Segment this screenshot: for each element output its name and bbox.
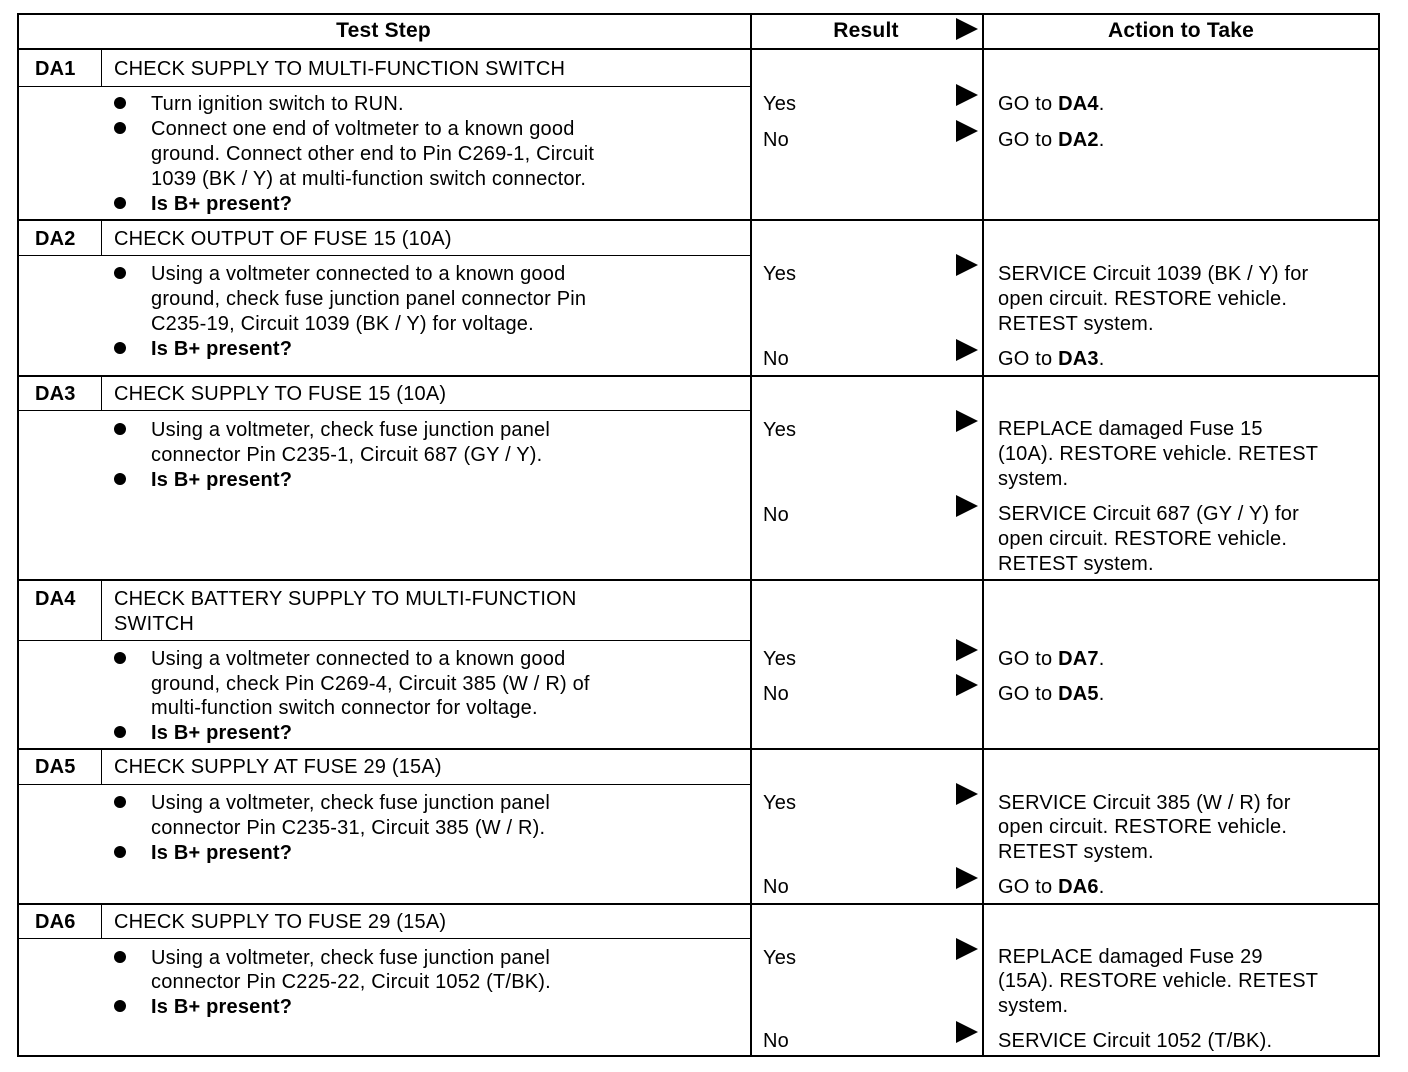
step-title: CHECK BATTERY SUPPLY TO MULTI-FUNCTION <box>114 588 577 610</box>
bullet-text: Using a voltmeter, check fuse junction panel <box>151 947 551 969</box>
action-step-ref: DA4 <box>1058 93 1099 115</box>
result-arrow-icon <box>956 410 978 432</box>
id-divider <box>101 375 102 410</box>
bullet-text: Is B+ present? <box>151 338 293 360</box>
step-title: CHECK SUPPLY AT FUSE 29 (15A) <box>114 756 442 778</box>
bullet-icon <box>114 342 126 354</box>
action-step-ref: DA7 <box>1058 648 1099 670</box>
action-step-ref: DA3 <box>1058 348 1099 370</box>
bullet-text: connector Pin C235-1, Circuit 687 (GY / Y). <box>151 444 543 466</box>
result-label: No <box>763 504 789 526</box>
action-suffix: . <box>1098 348 1105 370</box>
bullet-icon <box>114 1000 126 1012</box>
result-label: No <box>763 129 789 151</box>
title-divider <box>17 410 750 411</box>
bullet-text: ground, check Pin C269-4, Circuit 385 (W / R) of <box>151 673 590 695</box>
action-text: open circuit. RESTORE vehicle. <box>998 528 1288 550</box>
action-prefix: GO to <box>998 876 1059 898</box>
bullet-text: Using a voltmeter connected to a known good <box>151 263 566 285</box>
action-text: SERVICE Circuit 1039 (BK / Y) for <box>998 263 1309 285</box>
action-text <box>998 875 1105 900</box>
title-divider <box>17 938 750 939</box>
bullet-text: Is B+ present? <box>151 842 293 864</box>
action-prefix: GO to <box>998 129 1059 151</box>
bullet-text: ground. Connect other end to Pin C269-1, Circuit <box>151 143 595 165</box>
bullet-icon <box>114 846 126 858</box>
bullet-text: Is B+ present? <box>151 469 293 491</box>
title-divider <box>17 255 750 256</box>
step-title: SWITCH <box>114 613 195 635</box>
bullet-icon <box>114 796 126 808</box>
bullet-text: C235-19, Circuit 1039 (BK / Y) for voltage. <box>151 313 534 335</box>
header-result: Result <box>833 19 899 42</box>
result-arrow-icon <box>956 495 978 517</box>
result-arrow-icon <box>956 120 978 142</box>
title-divider <box>17 86 750 87</box>
action-text: RETEST system. <box>998 841 1154 863</box>
bullet-text: Connect one end of voltmeter to a known good <box>151 118 575 140</box>
result-arrow-icon <box>956 1021 978 1043</box>
bullet-text: connector Pin C235-31, Circuit 385 (W / R). <box>151 817 546 839</box>
action-text: SERVICE Circuit 1052 (T/BK). <box>998 1030 1273 1052</box>
action-step-ref: DA2 <box>1058 129 1099 151</box>
action-suffix: . <box>1098 876 1105 898</box>
step-title: CHECK SUPPLY TO FUSE 15 (10A) <box>114 383 447 405</box>
action-text: RETEST system. <box>998 553 1154 575</box>
bullet-text: 1039 (BK / Y) at multi-function switch connector. <box>151 168 587 190</box>
row-divider <box>17 579 1380 581</box>
result-label: Yes <box>763 947 797 969</box>
id-divider <box>101 579 102 640</box>
bullet-icon <box>114 652 126 664</box>
action-suffix: . <box>1098 683 1105 705</box>
action-text: open circuit. RESTORE vehicle. <box>998 816 1288 838</box>
bullet-text: Is B+ present? <box>151 996 293 1018</box>
action-text: open circuit. RESTORE vehicle. <box>998 288 1288 310</box>
result-arrow-icon <box>956 339 978 361</box>
result-label: Yes <box>763 263 797 285</box>
bullet-text: Is B+ present? <box>151 193 293 215</box>
bullet-text: Is B+ present? <box>151 722 293 744</box>
bullet-text: ground, check fuse junction panel connector Pin <box>151 288 587 310</box>
action-text <box>998 347 1105 372</box>
action-step-ref: DA6 <box>1058 876 1099 898</box>
title-divider <box>17 784 750 785</box>
bullet-icon <box>114 951 126 963</box>
result-arrow-icon <box>956 674 978 696</box>
header-divider <box>17 48 1380 50</box>
result-label: Yes <box>763 419 797 441</box>
step-title: CHECK SUPPLY TO FUSE 29 (15A) <box>114 911 447 933</box>
bullet-text: Using a voltmeter, check fuse junction panel <box>151 419 551 441</box>
action-text: REPLACE damaged Fuse 15 <box>998 418 1263 440</box>
bullet-icon <box>114 97 126 109</box>
action-prefix: GO to <box>998 93 1059 115</box>
bullet-text: Using a voltmeter connected to a known good <box>151 648 566 670</box>
title-divider <box>17 640 750 641</box>
bullet-text: Turn ignition switch to RUN. <box>151 93 404 115</box>
divider-result <box>750 13 752 1057</box>
row-divider <box>17 903 1380 905</box>
id-divider <box>101 903 102 938</box>
action-text: SERVICE Circuit 687 (GY / Y) for <box>998 503 1299 525</box>
action-text: REPLACE damaged Fuse 29 <box>998 946 1263 968</box>
action-prefix: GO to <box>998 348 1059 370</box>
result-arrow-icon <box>956 639 978 661</box>
id-divider <box>101 748 102 784</box>
action-text <box>998 92 1105 117</box>
action-prefix: GO to <box>998 683 1059 705</box>
step-id: DA1 <box>35 58 76 80</box>
step-id: DA6 <box>35 911 76 933</box>
result-arrow-icon <box>956 254 978 276</box>
id-divider <box>101 219 102 255</box>
action-text <box>998 647 1105 672</box>
result-label: No <box>763 683 789 705</box>
result-arrow-icon <box>956 84 978 106</box>
id-divider <box>101 48 102 86</box>
action-suffix: . <box>1098 93 1105 115</box>
divider-action <box>982 13 984 1057</box>
result-label: No <box>763 1030 789 1052</box>
bullet-text: Using a voltmeter, check fuse junction panel <box>151 792 551 814</box>
header-action: Action to Take <box>1108 19 1254 42</box>
bullet-text: connector Pin C225-22, Circuit 1052 (T/BK). <box>151 971 551 993</box>
bullet-icon <box>114 473 126 485</box>
bullet-text: multi-function switch connector for voltage. <box>151 697 538 719</box>
header-arrow-icon <box>956 18 978 40</box>
action-text: system. <box>998 995 1069 1017</box>
action-text: (10A). RESTORE vehicle. RETEST <box>998 443 1319 465</box>
bullet-icon <box>114 122 126 134</box>
row-divider <box>17 219 1380 221</box>
action-text <box>998 128 1105 153</box>
step-id: DA5 <box>35 756 76 778</box>
step-id: DA2 <box>35 228 76 250</box>
step-id: DA4 <box>35 588 76 610</box>
bullet-icon <box>114 423 126 435</box>
action-step-ref: DA5 <box>1058 683 1099 705</box>
action-text: system. <box>998 468 1069 490</box>
bullet-icon <box>114 197 126 209</box>
step-id: DA3 <box>35 383 76 405</box>
result-arrow-icon <box>956 867 978 889</box>
step-title: CHECK SUPPLY TO MULTI-FUNCTION SWITCH <box>114 58 566 80</box>
row-divider <box>17 748 1380 750</box>
action-prefix: GO to <box>998 648 1059 670</box>
action-text: SERVICE Circuit 385 (W / R) for <box>998 792 1291 814</box>
result-label: No <box>763 348 789 370</box>
action-suffix: . <box>1098 129 1105 151</box>
action-text: (15A). RESTORE vehicle. RETEST <box>998 970 1319 992</box>
row-divider <box>17 375 1380 377</box>
action-text <box>998 682 1105 707</box>
result-label: No <box>763 876 789 898</box>
result-label: Yes <box>763 648 797 670</box>
result-label: Yes <box>763 792 797 814</box>
result-arrow-icon <box>956 783 978 805</box>
result-arrow-icon <box>956 938 978 960</box>
step-title: CHECK OUTPUT OF FUSE 15 (10A) <box>114 228 452 250</box>
result-label: Yes <box>763 93 797 115</box>
action-suffix: . <box>1098 648 1105 670</box>
bullet-icon <box>114 267 126 279</box>
header-test-step: Test Step <box>336 19 431 42</box>
bullet-icon <box>114 726 126 738</box>
action-text: RETEST system. <box>998 313 1154 335</box>
